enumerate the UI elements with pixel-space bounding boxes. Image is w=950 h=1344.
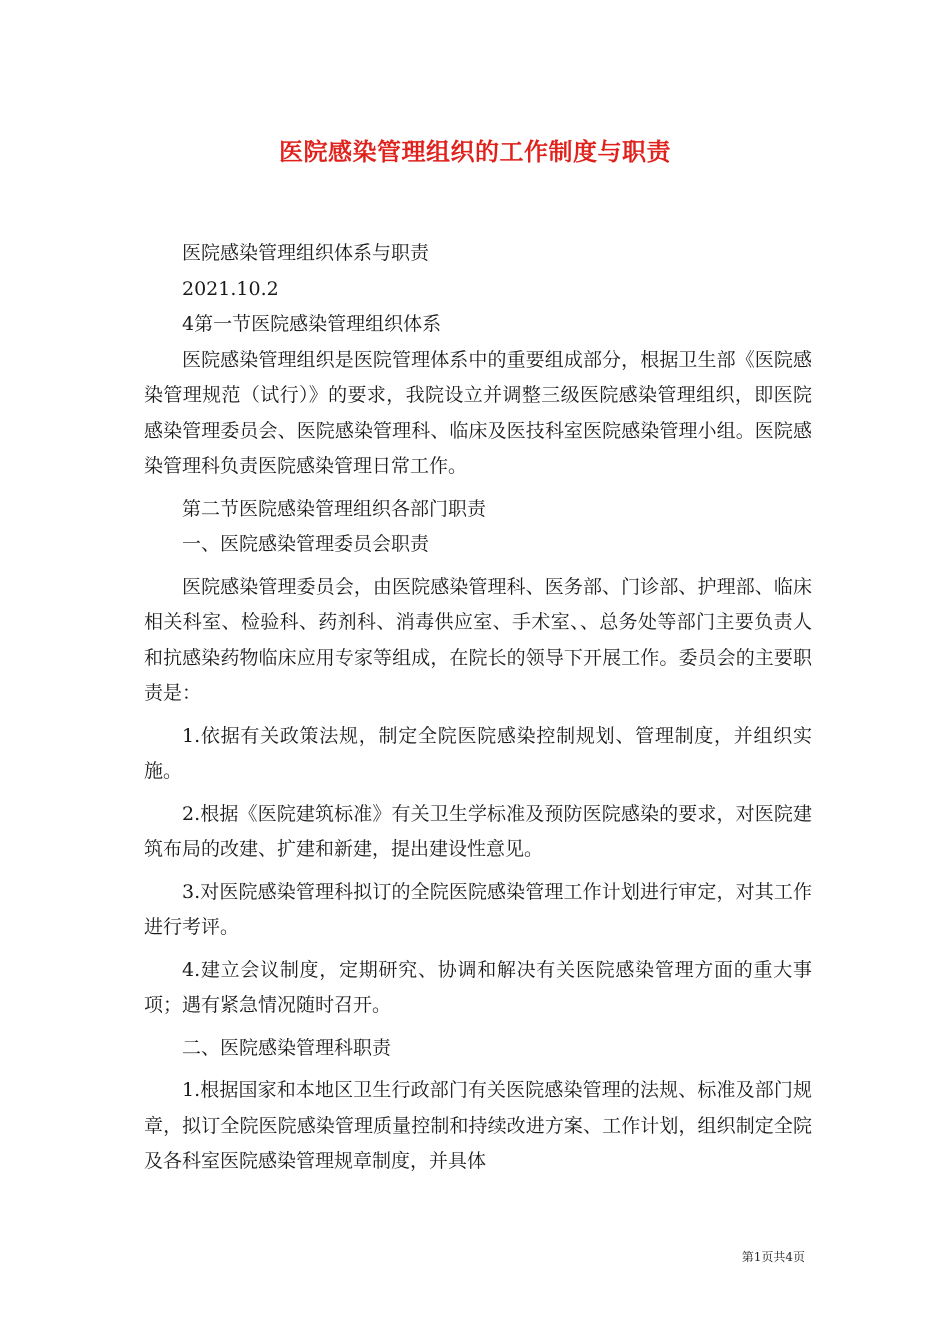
list-item: 1.依据有关政策法规，制定全院医院感染控制规划、管理制度，并组织实施。 — [144, 724, 812, 782]
subsection-heading-1: 一、医院感染管理委员会职责 — [182, 533, 430, 555]
list-item: 2.根据《医院建筑标准》有关卫生学标准及预防医院感染的要求，对医院建筑布局的改建、扩建和新建，提出建设性意见。 — [144, 802, 812, 860]
paragraph: 医院感染管理委员会，由医院感染管理科、医务部、门诊部、护理部、临床相关科室、检验科、药剂科、消毒供应室、手术室、、总务处等部门主要负责人和抗感染药物临床应用专家等组成，在院长的领导下开展工作。委员会的主要职责是： — [144, 575, 812, 704]
list-item: 3.对医院感染管理科拟订的全院医院感染管理工作计划进行审定，对其工作进行考评。 — [144, 880, 812, 938]
list-item: 1.根据国家和本地区卫生行政部门有关医院感染管理的法规、标准及部门规章，拟订全院医院感染管理质量控制和持续改进方案、工作计划，组织制定全院及各科室医院感染管理规章制度，并具体 — [144, 1079, 812, 1172]
paragraph: 医院感染管理组织是医院管理体系中的重要组成部分，根据卫生部《医院感染管理规范（试行）》的要求，我院设立并调整三级医院感染管理组织，即医院感染管理委员会、医院感染管理科、临床及医技科室医院感染管理小组。医院感染管理科负责医院感染管理日常工作。 — [144, 348, 812, 477]
section-heading-2: 第二节医院感染管理组织各部门职责 — [182, 497, 487, 520]
paragraph-heading: 医院感染管理组织体系与职责 — [182, 242, 430, 264]
paragraph-date: 2021.10.2 — [182, 277, 279, 300]
document-body — [144, 236, 812, 1180]
section-heading-1: 4第一节医院感染管理组织体系 — [182, 313, 442, 335]
page-number: 第1页共4页 — [741, 1250, 805, 1264]
subsection-heading-2: 二、医院感染管理科职责 — [182, 1036, 392, 1059]
document-title: 医院感染管理组织的工作制度与职责 — [279, 137, 671, 166]
list-item: 4.建立会议制度，定期研究、协调和解决有关医院感染管理方面的重大事项；遇有紧急情况随时召开。 — [144, 958, 812, 1016]
